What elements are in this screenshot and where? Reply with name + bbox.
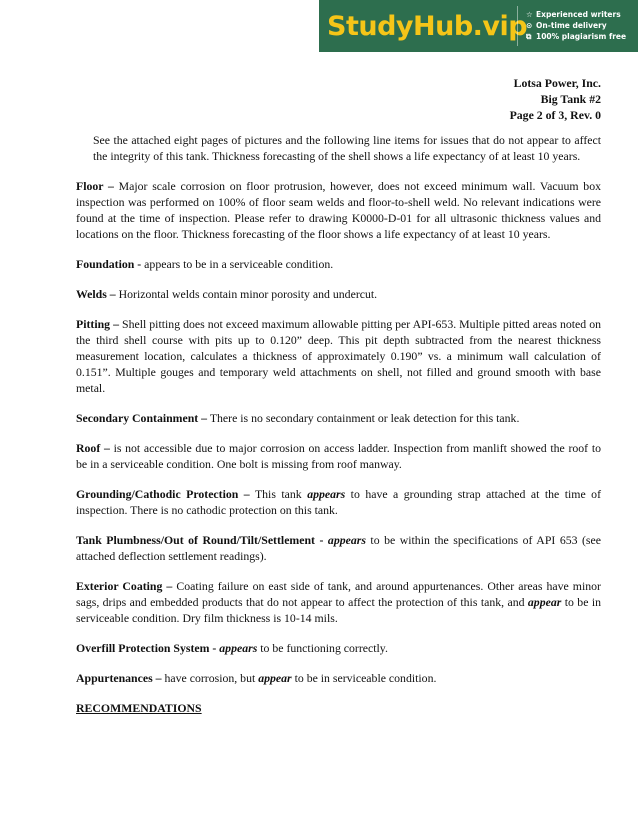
document-header — [510, 75, 601, 123]
feature-experienced-writers — [526, 10, 626, 19]
foundation-text: appears to be in a serviceable condition. — [141, 257, 334, 271]
exterior-coating-text-2: to be in serviceable condition. Dry film thickness is 10-14 mils. — [76, 595, 601, 625]
studyhub-logo[interactable]: StudyHub.vip — [327, 10, 528, 42]
banner-divider — [517, 6, 518, 46]
pitting-paragraph — [76, 316, 601, 396]
floor-paragraph — [76, 178, 601, 242]
tank-name: Big Tank #2 — [540, 92, 601, 106]
roof-heading: Roof – — [76, 441, 110, 455]
appurtenances-text-1: have corrosion, but — [161, 671, 259, 685]
overfill-text: to be functioning correctly. — [257, 641, 388, 655]
overfill-heading: Overfill Protection System - — [76, 641, 217, 655]
intro-paragraph: See the attached eight pages of pictures and the following line items for issues that do not appear to affect the integrity of this tank. Thickness forecasting of the shell shows a life expectancy of at least 10 years. — [93, 133, 601, 163]
appurtenances-emphasis: appear — [258, 671, 292, 685]
secondary-containment-heading: Secondary Containment – — [76, 411, 208, 425]
roof-text: is not accessible due to major corrosion on access ladder. Inspection from manlift showed the roof to be in a serviceable condition. One bolt is missing from roof manway. — [76, 441, 601, 471]
feature-label: Experienced writers — [536, 10, 621, 19]
banner-features — [526, 10, 626, 42]
appurtenances-text-2: to be in serviceable condition. — [291, 671, 437, 685]
grounding-text-2: to have a grounding strap attached at the time of inspection. There is no cathodic protection on this tank. — [76, 487, 601, 517]
grounding-heading: Grounding/Cathodic Protection – — [76, 487, 250, 501]
pitting-text: Shell pitting does not exceed maximum allowable pitting per API-653. Multiple pitted areas noted on the third shell course with pits up to 0.120” deep. This pit depth subtracted from the nearest thickness measurement location, calculates a thickness of approximately 0.190” vs. a minimum wall calculation of 0.151”. Multiple gouges and temporary weld attachments on shell, not filled and ground smooth with base metal. — [76, 317, 601, 395]
plumbness-emphasis: appears — [323, 533, 366, 547]
feature-on-time-delivery — [526, 21, 626, 30]
copy-icon: ⧉ — [526, 32, 532, 41]
appurtenances-heading: Appurtenances – — [76, 671, 162, 685]
secondary-containment-paragraph — [76, 410, 601, 426]
welds-heading: Welds – — [76, 287, 116, 301]
roof-paragraph — [76, 440, 601, 472]
welds-paragraph — [76, 286, 601, 302]
pitting-heading: Pitting – — [76, 317, 119, 331]
foundation-paragraph — [76, 256, 601, 272]
feature-label: 100% plagiarism free — [536, 32, 627, 41]
exterior-coating-paragraph — [76, 578, 601, 626]
document-body — [76, 132, 601, 730]
exterior-coating-emphasis: appear — [527, 595, 562, 609]
grounding-emphasis: appears — [307, 487, 346, 501]
plumbness-text: to be within the specifications of API 653 (see attached deflection settlement readings). — [76, 533, 601, 563]
welds-text: Horizontal welds contain minor porosity and undercut. — [115, 287, 378, 301]
overfill-emphasis: appears — [216, 641, 258, 655]
studyhub-banner[interactable] — [319, 0, 638, 52]
plumbness-paragraph — [76, 532, 601, 564]
secondary-containment-text: There is no secondary containment or leak detection for this tank. — [207, 411, 520, 425]
star-icon: ☆ — [526, 10, 533, 19]
floor-heading: Floor – — [76, 179, 114, 193]
recommendations-heading: RECOMMENDATIONS — [76, 701, 202, 715]
grounding-text-1: This tank — [249, 487, 308, 501]
exterior-coating-text-1: Coating failure on east side of tank, and around appurtenances. Other areas have minor sags, drips and embedded products that do not appear to affect the protection of this tank, and — [76, 579, 601, 609]
plumbness-heading: Tank Plumbness/Out of Round/Tilt/Settlement - — [76, 533, 324, 547]
floor-text: Major scale corrosion on floor protrusion, however, does not exceed minimum wall. Vacuum box inspection was performed on 100% of floor seam welds and floor-to-shell weld. No relevant indications were found at the time of inspection. Please refer to drawing K0000-D-01 for all ultrasonic thickness values and locations on the floor. Thickness forecasting of the floor shows a life expectancy of at least 10 years. — [76, 179, 602, 241]
foundation-heading: Foundation - — [76, 257, 142, 271]
page-number: Page 2 of 3, Rev. 0 — [509, 108, 601, 122]
company-name: Lotsa Power, Inc. — [513, 76, 601, 90]
grounding-paragraph — [76, 486, 601, 518]
exterior-coating-heading: Exterior Coating – — [76, 579, 173, 593]
appurtenances-paragraph — [76, 670, 601, 686]
clock-icon: ⊙ — [526, 21, 533, 30]
feature-label: On-time delivery — [536, 21, 607, 30]
overfill-paragraph — [76, 640, 601, 656]
feature-plagiarism-free — [526, 32, 626, 42]
